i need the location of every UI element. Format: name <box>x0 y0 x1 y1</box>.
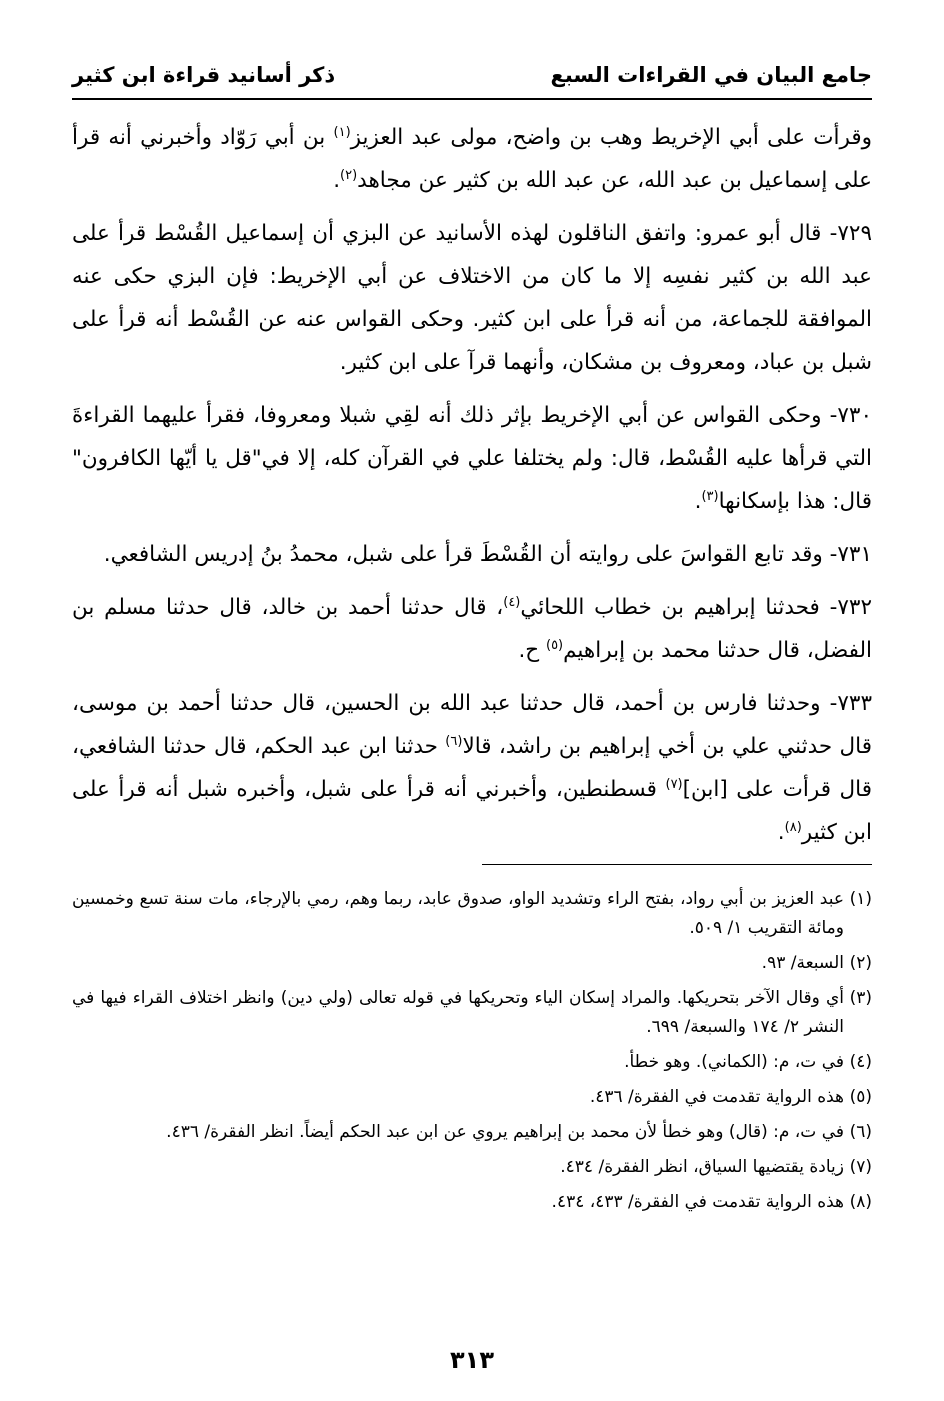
paragraph <box>72 682 872 854</box>
paragraph-number: ٧٣٢- <box>819 595 872 620</box>
footnote-number: (٥) <box>849 1087 872 1107</box>
footnote-ref[interactable]: (٢) <box>340 167 358 183</box>
paragraph-number: ٧٣١- <box>822 542 872 567</box>
footnote-text: أي وقال الآخر بتحريكها. والمراد إسكان الياء وتحريكها في قوله تعالى (ولي دين) وانظر اختلاف القراء فيها في النشر ٢/ ١٧٤ والسبعة/ ٦٩٩. <box>72 988 844 1037</box>
paragraph-number: ٧٣٣- <box>820 691 872 716</box>
footnotes <box>72 885 872 1217</box>
paragraph-number: ٧٢٩- <box>821 221 873 246</box>
footnote-text: عبد العزيز بن أبي رواد، بفتح الراء وتشديد الواو، صدوق عابد، ربما وهم، رمي بالإرجاء، مات سنة تسع وخمسين ومائة التقريب ١/ ٥٠٩. <box>72 889 844 938</box>
footnote-text: هذه الرواية تقدمت في الفقرة/ ٤٣٦. <box>589 1087 844 1107</box>
footnote-ref[interactable]: (٥) <box>545 637 564 653</box>
book-title: جامع البيان في القراءات السبع <box>550 63 872 87</box>
paragraph <box>72 212 872 384</box>
paragraph <box>72 116 872 202</box>
section-title: ذكر أسانيد قراءة ابن كثير <box>72 63 336 87</box>
footnote-number: (٧) <box>849 1157 872 1177</box>
paragraph <box>72 586 872 672</box>
footnote <box>72 1118 872 1147</box>
footnote-ref[interactable]: (٧) <box>665 776 683 792</box>
footnote <box>72 1083 872 1112</box>
paragraph <box>72 533 872 576</box>
text-segment: قال أبو عمرو: واتفق الناقلون لهذه الأسانيد عن البزي أن إسماعيل القُسْط قرأ على عبد الله بن كثير نفسِه إلا ما كان من الاختلاف عن أبي الإخريط: فإن البزي حكى عنه الموافقة للجماعة، من أنه قرأ على ابن كثير. وحكى القواس عنه عن القُسْط أنه قرأ على شبل بن عباد، ومعروف بن مشكان، وأنهما قرآ على ابن كثير. <box>72 221 872 375</box>
page-number: ٣١٣ <box>450 1346 494 1374</box>
footnote <box>72 885 872 943</box>
text-segment: وقد تابع القواسَ على روايته أن القُسْطَ قرأ على شبل، محمدُ بنُ إدريس الشافعي. <box>103 542 823 567</box>
footnote-number: (٤) <box>849 1052 872 1072</box>
text-segment: حدثنا ابن عبد الحكم، قال حدثنا الشافعي، قال قرأت على [ابن] <box>72 734 872 802</box>
footnote-text: هذه الرواية تقدمت في الفقرة/ ٤٣٣، ٤٣٤. <box>551 1192 844 1212</box>
footnote <box>72 1153 872 1182</box>
footnote-text: في ت، م: (قال) وهو خطأ لأن محمد بن إبراهيم يروي عن ابن عبد الحكم أيضاً. انظر الفقرة/ ٤٣٦. <box>166 1122 844 1142</box>
footnote <box>72 984 872 1042</box>
footnote-ref[interactable]: (٣) <box>701 488 719 504</box>
footnote-number: (٢) <box>849 953 872 973</box>
footnote <box>72 949 872 978</box>
footnote-number: (٣) <box>849 988 872 1008</box>
footnote <box>72 1188 872 1217</box>
main-text <box>72 116 872 854</box>
text-segment: . <box>333 168 341 193</box>
text-segment: قسطنطين، وأخبرني أنه قرأ على شبل، وأخبره شبل أنه قرأ على ابن كثير <box>72 777 872 845</box>
text-segment: . <box>694 489 702 514</box>
paragraph-number: ٧٣٠- <box>821 403 872 428</box>
footnote-ref[interactable]: (٦) <box>445 733 463 749</box>
footnote-text: زيادة يقتضيها السياق، انظر الفقرة/ ٤٣٤. <box>560 1157 844 1177</box>
paragraph <box>72 394 872 523</box>
footnote-ref[interactable]: (٤) <box>503 594 521 610</box>
text-segment: بن أبي رَوّاد وأخبرني أنه قرأ على إسماعيل بن عبد الله، عن عبد الله بن كثير عن مجاهد <box>72 125 872 193</box>
footnote-ref[interactable]: (٨) <box>784 819 802 835</box>
footnote-text: في ت، م: (الكماني). وهو خطأ. <box>624 1052 844 1072</box>
book-page <box>72 52 872 1372</box>
running-header <box>72 52 872 100</box>
footnote-number: (٨) <box>849 1192 872 1212</box>
footnote-ref[interactable]: (١) <box>333 124 351 140</box>
text-segment: وحكى القواس عن أبي الإخريط بإثر ذلك أنه لقِي شبلا ومعروفا، فقرأ عليهما القراءةَ التي قرأها عليه القُسْط، قال: ولم يختلفا علي في القرآن كله، إلا في"قل يا أيّها الكافرون" قال: هذا بإسكانها <box>72 403 872 514</box>
footnote-separator <box>482 864 872 865</box>
text-segment: فحدثنا إبراهيم بن خطاب اللحائي <box>520 595 820 620</box>
text-segment: . <box>777 820 785 845</box>
text-segment: وحدثنا فارس بن أحمد، قال حدثنا عبد الله بن الحسين، قال حدثنا أحمد بن موسى، قال حدثني علي بن أخي إبراهيم بن راشد، قالا <box>72 691 872 759</box>
text-segment: ، قال حدثنا أحمد بن خالد، قال حدثنا مسلم بن الفضل، قال حدثنا محمد بن إبراهيم <box>72 595 872 663</box>
footnote-text: السبعة/ ٩٣. <box>761 953 844 973</box>
footnote-number: (١) <box>849 889 872 909</box>
text-segment: ح. <box>518 638 546 663</box>
text-segment: وقرأت على أبي الإخريط وهب بن واضح، مولى عبد العزيز <box>350 125 872 150</box>
footnote <box>72 1048 872 1077</box>
footnote-number: (٦) <box>849 1122 872 1142</box>
